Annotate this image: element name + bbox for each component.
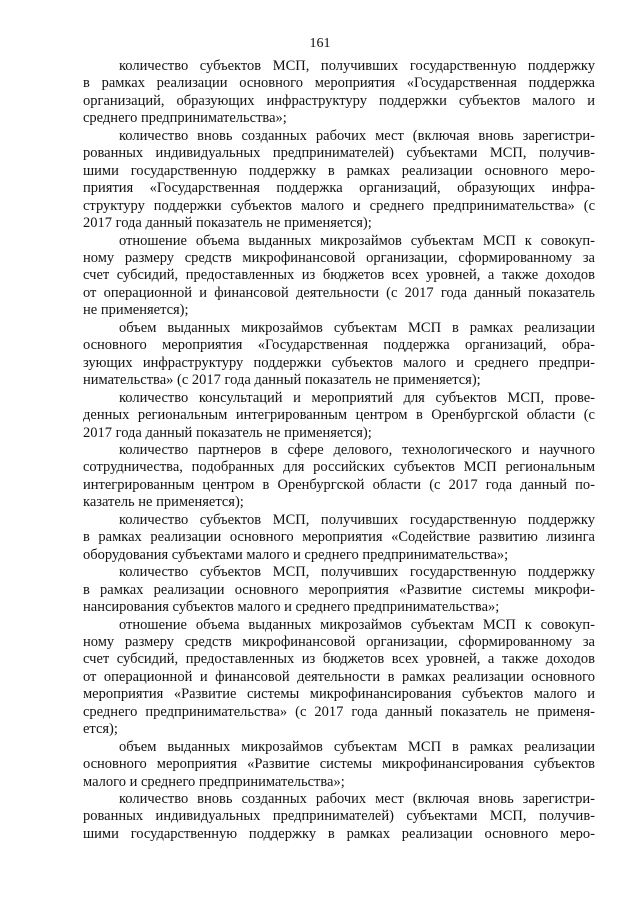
paragraph-line: количество партнеров в сфере делового, технологического и научного xyxy=(119,441,595,458)
paragraph-line: количество субъектов МСП, получивших государственную поддержку xyxy=(119,511,595,528)
paragraph-line: интегрированным центром в Оренбургской области (с 2017 года данный по- xyxy=(83,476,595,493)
paragraph-line: денных региональным интегрированным центром в Оренбургской области (с xyxy=(83,407,595,424)
paragraph xyxy=(83,233,595,320)
paragraph-line: отношение объема выданных микрозаймов субъектам МСП к совокуп- xyxy=(119,232,595,249)
paragraph-line: рованных индивидуальных предпринимателей) субъектами МСП, получив- xyxy=(83,808,595,825)
paragraph-line: основного мероприятия «Развитие системы микрофинансирования субъектов xyxy=(83,756,595,773)
paragraph xyxy=(83,442,595,512)
paragraph-line: количество вновь созданных рабочих мест (включая вновь зарегистри- xyxy=(119,791,595,808)
paragraph-line: 2017 года данный показатель не применяется); xyxy=(83,424,372,441)
paragraph-line: счет субсидий, предоставленных из бюджетов всех уровней, а также доходов xyxy=(83,651,595,668)
paragraph-line: объем выданных микрозаймов субъектам МСП в рамках реализации xyxy=(119,319,595,336)
paragraph-line: в рамках реализации основного мероприятия «Государственная поддержка xyxy=(83,75,595,92)
paragraph-line: зующих инфраструктуру поддержки субъектов малого и среднего предпри- xyxy=(83,354,595,371)
paragraph-line: количество субъектов МСП, получивших государственную поддержку xyxy=(119,58,595,74)
paragraph-line: оборудования субъектами малого и среднего предпринимательства»; xyxy=(83,546,509,563)
paragraph-line: среднего предпринимательства»; xyxy=(83,110,287,127)
paragraph-line: ному размеру средств микрофинансовой организации, сформированному за xyxy=(83,633,595,650)
paragraph-line: количество вновь созданных рабочих мест (включая вновь зарегистри- xyxy=(119,127,595,144)
paragraph-line: количество консультаций и мероприятий для субъектов МСП, прове- xyxy=(119,389,595,406)
paragraph-line: нансирования субъектов малого и среднего предпринимательства»; xyxy=(83,599,500,616)
paragraph-line: организаций, образующих инфраструктуру поддержки субъектов малого и xyxy=(83,92,595,109)
paragraph-line: структуру поддержки субъектов малого и среднего предпринимательства» (с xyxy=(83,197,595,214)
paragraph-line: шими государственную поддержку в рамках реализации основного меро- xyxy=(83,162,595,179)
paragraph-line: 2017 года данный показатель не применяется); xyxy=(83,215,372,232)
paragraph-line: шими государственную поддержку в рамках реализации основного меро- xyxy=(83,825,595,842)
paragraph-line: ному размеру средств микрофинансовой организации, сформированному за xyxy=(83,249,595,266)
paragraph-line: количество субъектов МСП, получивших государственную поддержку xyxy=(119,564,595,581)
paragraph-line: рованных индивидуальных предпринимателей) субъектами МСП, получив- xyxy=(83,145,595,162)
paragraph-line: приятия «Государственная поддержка организаций, образующих инфра- xyxy=(83,180,595,197)
paragraph xyxy=(83,512,595,564)
paragraph xyxy=(83,739,595,791)
paragraph xyxy=(83,58,595,128)
paragraph-line: отношение объема выданных микрозаймов субъектам МСП к совокуп- xyxy=(119,616,595,633)
paragraph xyxy=(83,390,595,442)
paragraph-line: счет субсидий, предоставленных из бюджетов всех уровней, а также доходов xyxy=(83,267,595,284)
paragraph-line: ется); xyxy=(83,721,118,738)
document-body xyxy=(83,58,595,843)
paragraph xyxy=(83,128,595,233)
paragraph-line: казатель не применяется); xyxy=(83,494,244,511)
paragraph xyxy=(83,564,595,616)
paragraph-line: основного мероприятия «Государственная поддержка организаций, обра- xyxy=(83,337,595,354)
paragraph-line: от операционной и финансовой деятельности (с 2017 года данный показатель xyxy=(83,284,595,301)
paragraph xyxy=(83,791,595,843)
page-number: 161 xyxy=(309,36,331,51)
paragraph-line: нимательства» (с 2017 года данный показатель не применяется); xyxy=(83,372,481,389)
paragraph-line: в рамках реализации основного мероприятия «Развитие системы микрофи- xyxy=(83,581,595,598)
paragraph-line: среднего предпринимательства» (с 2017 года данный показатель не применя- xyxy=(83,703,595,720)
paragraph-line: объем выданных микрозаймов субъектам МСП в рамках реализации xyxy=(119,738,595,755)
paragraph xyxy=(83,320,595,390)
paragraph-line: от операционной и финансовой деятельности в рамках реализации основного xyxy=(83,668,595,685)
paragraph-line: не применяется); xyxy=(83,302,189,319)
paragraph-line: в рамках реализации основного мероприятия «Содействие развитию лизинга xyxy=(83,529,595,546)
paragraph-line: сотрудничества, подобранных для российских субъектов МСП региональным xyxy=(83,459,595,476)
paragraph-line: малого и среднего предпринимательства»; xyxy=(83,773,345,790)
paragraph-line: мероприятия «Развитие системы микрофинансирования субъектов малого и xyxy=(83,686,595,703)
paragraph xyxy=(83,617,595,739)
